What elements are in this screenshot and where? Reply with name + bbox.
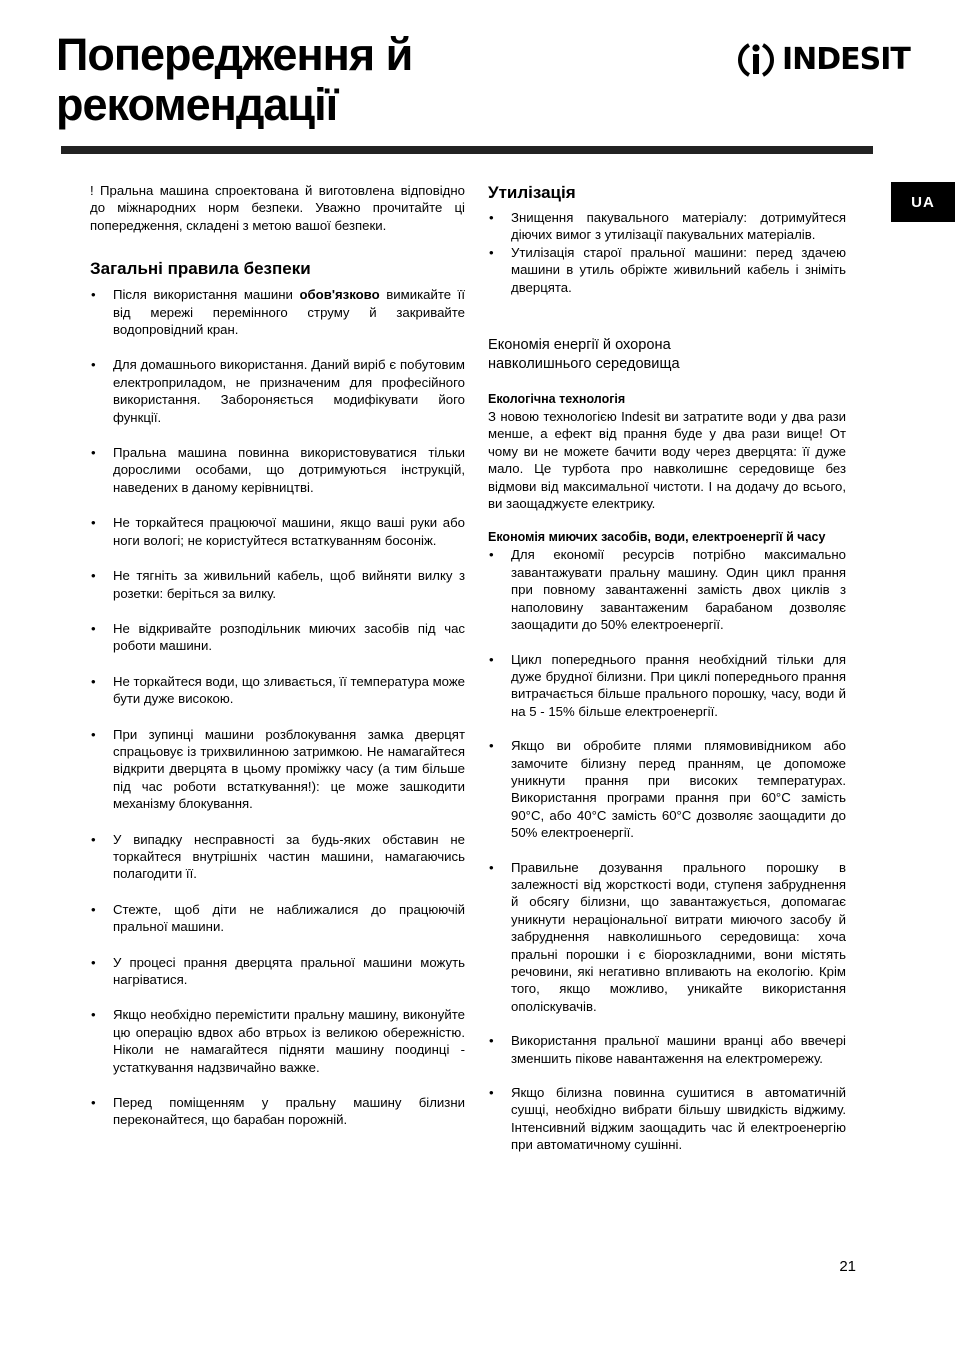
energy-heading: Економія енергії й охорона навколишнього середовища bbox=[488, 337, 680, 373]
eco-technology-text: З новою технологією Indesit ви затратите води у два рази менше, а ефект від прання буде у два рази вище! От чому ви не можете бачити воду через дверцята: її дуже мало. Це турбота про навколишнє середовище без відмови від максимальної чистоти. І на додачу до всього, ви заощаджуєте електрику. bbox=[488, 409, 846, 512]
general-safety-title: Загальні правила безпеки bbox=[90, 259, 311, 279]
eco-technology-title: Екологічна технологія bbox=[488, 392, 626, 407]
list-item: • Не торкайтеся води, що зливається, її температура може бути дуже високою. bbox=[90, 673, 465, 708]
list-item: • Стежте, щоб діти не наближалися до працюючій пральної машини. bbox=[90, 901, 465, 936]
list-item: • Утилізація старої пральної машини: перед здачею машини в утиль обріжте живильний кабель і зніміть дверцята. bbox=[488, 244, 846, 296]
savings-list bbox=[488, 546, 846, 1153]
language-tab: UA bbox=[891, 182, 955, 222]
list-item: • Цикл попереднього прання необхідний тільки для дуже брудної білизни. При циклі попереднього прання витрачається більше прального порошку, часу, води й на 5 - 15% більше електроенергії. bbox=[488, 651, 846, 721]
page-title bbox=[56, 30, 412, 130]
header-rule bbox=[61, 146, 873, 154]
list-item: • При зупинці машини розблокування замка дверцят спрацьовує із трихвилинною затримкою. Не намагайтеся відкрити дверцята в цьому проміжку часу (а тим більше під час роботи встаткування!): це може зашкодити механізму блокування. bbox=[90, 726, 465, 813]
list-item: • Знищення пакувального матеріалу: дотримуйтеся діючих вимог з утилізації пакувальних матеріалів. bbox=[488, 209, 846, 244]
list-item: • У випадку несправності за будь-яких обставин не торкайтеся внутрішніх частин машини, намагаючись полагодити її. bbox=[90, 831, 465, 883]
logo-wordmark: INDESIT bbox=[782, 42, 910, 77]
list-item: • Не торкайтеся працюючої машини, якщо ваші руки або ноги вологі; не користуйтеся встаткуванням босоніж. bbox=[90, 514, 465, 549]
indesit-i-icon bbox=[734, 38, 778, 82]
list-item: • Для економії ресурсів потрібно максимально завантажувати пральну машину. Один цикл прання при повному завантаженні замість двох циклів з наполовину завантаженим барабаном дозволяє заощадити до 50% електроенергії. bbox=[488, 546, 846, 633]
safety-list bbox=[90, 286, 465, 1129]
list-item: • Пральна машина повинна використовуватися тільки дорослими особами, що дотримуються інструкцій, наведених в даному керівництві. bbox=[90, 444, 465, 496]
disposal-title: Утилізація bbox=[488, 183, 576, 202]
left-column bbox=[90, 182, 465, 1129]
list-item: • Якщо білизна повинна сушитися в автоматичній сушці, необхідно вибрати більшу швидкість віджиму. Інтенсивний віджим заощадить час й електроенергію при автоматичному сушінні. bbox=[488, 1084, 846, 1154]
intro-text: ! Пральна машина спроектована й виготовлена відповідно до міжнародних норм безпеки. Уважно прочитайте ці попередження, складені з метою вашої безпеки. bbox=[90, 183, 465, 233]
title-line-1: Попередження й bbox=[56, 29, 413, 80]
list-item: • Використання пральної машини вранці або ввечері зменшить пікове навантаження на електромережу. bbox=[488, 1032, 846, 1067]
disposal-list bbox=[488, 209, 846, 296]
list-item: • Якщо необхідно перемістити пральну машину, виконуйте цю операцію вдвох або втрьох із великою обережністю. Ніколи не намагайтеся підняти машину поодинці - устаткування надзвичайно важке. bbox=[90, 1006, 465, 1076]
list-item: • Правильне дозування прального порошку в залежності від жорсткості води, ступеня забруднення й обсягу білизни, що завантажується, допомагає уникнути нераціональної витрати миючого засобу й забруднення навколишнього середовища: хоча пральні порошки і є біорозкладними, вони містять речовини, які негативно впливають на екологію. Крім того, якщо можливо, уникайте використання ополіскувачів. bbox=[488, 859, 846, 1016]
list-item: • Після використання машини обов'язково вимикайте її від мережі перемінного струму й закривайте водопровідний кран. bbox=[90, 286, 465, 338]
page-number: 21 bbox=[839, 1258, 856, 1275]
indesit-logo bbox=[734, 36, 910, 84]
savings-title: Економія миючих засобів, води, електроенергії й часу bbox=[488, 530, 826, 545]
list-item: • Не відкривайте розподільник миючих засобів під час роботи машини. bbox=[90, 620, 465, 655]
title-line-2: рекомендації bbox=[56, 79, 338, 130]
list-item: • Якщо ви обробите плями плямовивідником або замочите білизну перед пранням, це допоможе уникнути прання при високих температурах. Використання програми прання при 60°C замість 90°C, або 40°C замість 60°C дозволяє заощадити до 50% електроенергії. bbox=[488, 737, 846, 841]
right-column bbox=[488, 182, 846, 1154]
list-item: • Для домашнього використання. Даний виріб є побутовим електроприладом, не призначеним для професійного використання. Забороняється модифікувати його функції. bbox=[90, 356, 465, 426]
list-item: • У процесі прання дверцята пральної машини можуть нагріватися. bbox=[90, 954, 465, 989]
list-item: • Не тягніть за живильний кабель, щоб вийняти вилку з розетки: беріться за вилку. bbox=[90, 567, 465, 602]
list-item: • Перед поміщенням у пральну машину білизни переконайтеся, що барабан порожній. bbox=[90, 1094, 465, 1129]
